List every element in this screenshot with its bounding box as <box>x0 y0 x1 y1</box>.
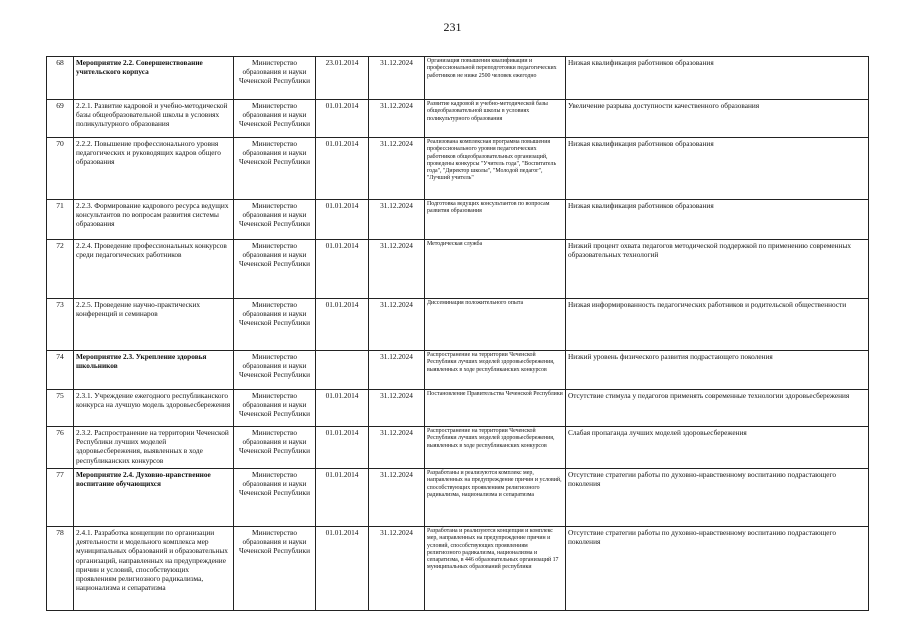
expected-result: Подготовка ведущих консультантов по вопросам развития образования <box>425 200 566 240</box>
executor: Министерство образования и науки Чеченской Республики <box>234 427 316 469</box>
risk-consequence: Отсутствие стратегии работы по духовно-нравственному воспитанию подрастающего поколения <box>566 527 869 611</box>
end-date: 31.12.2024 <box>369 299 425 351</box>
event-name: Мероприятие 2.4. Духовно-нравственное воспитание обучающихся <box>74 469 234 527</box>
executor: Министерство образования и науки Чеченской Республики <box>234 100 316 138</box>
start-date: 23.01.2014 <box>316 57 369 100</box>
expected-result: Организация повышения квалификации и профессиональной переподготовки педагогических работников не ниже 2500 человек ежегодно <box>425 57 566 100</box>
expected-result: Методическая служба <box>425 240 566 299</box>
row-number: 70 <box>47 138 74 200</box>
start-date: 01.01.2014 <box>316 240 369 299</box>
expected-result: Разработаны и реализуются комплекс мер, направленных на предупреждение причин и условий, способствующих проявлениям религиозного радикализма, национализма и сепаратизма <box>425 469 566 527</box>
executor: Министерство образования и науки Чеченской Республики <box>234 390 316 427</box>
executor: Министерство образования и науки Чеченской Республики <box>234 469 316 527</box>
risk-consequence: Низкий уровень физического развития подрастающего поколения <box>566 351 869 390</box>
event-name: Мероприятие 2.3. Укрепление здоровья школьников <box>74 351 234 390</box>
start-date: 01.01.2014 <box>316 100 369 138</box>
table-row <box>47 138 869 200</box>
table-row <box>47 390 869 427</box>
page-number: 231 <box>443 20 462 34</box>
row-number: 69 <box>47 100 74 138</box>
end-date: 31.12.2024 <box>369 527 425 611</box>
table-row <box>47 427 869 469</box>
end-date: 31.12.2024 <box>369 57 425 100</box>
risk-consequence: Слабая пропаганда лучших моделей здоровьесбережения <box>566 427 869 469</box>
table-row <box>47 351 869 390</box>
event-name: Мероприятие 2.2. Совершенствование учительского корпуса <box>74 57 234 100</box>
expected-result: Разработана и реализуются концепция и комплекс мер, направленных на предупреждение причин и условий, способствующих проявлениям религиозного радикализма, национализма и сепаратизма, в 446 образовательных организаций 17 муниципальных образований республики <box>425 527 566 611</box>
activities-table <box>46 56 869 611</box>
expected-result: Развитие кадровой и учебно-методической базы общеобразовательной школы в условиях поликультурного образования <box>425 100 566 138</box>
start-date: 01.01.2014 <box>316 469 369 527</box>
row-number: 78 <box>47 527 74 611</box>
table-row <box>47 200 869 240</box>
end-date: 31.12.2024 <box>369 138 425 200</box>
row-number: 68 <box>47 57 74 100</box>
executor: Министерство образования и науки Чеченской Республики <box>234 299 316 351</box>
end-date: 31.12.2024 <box>369 240 425 299</box>
executor: Министерство образования и науки Чеченской Республики <box>234 527 316 611</box>
row-number: 75 <box>47 390 74 427</box>
end-date: 31.12.2024 <box>369 390 425 427</box>
risk-consequence: Отсутствие стимула у педагогов применять современные технологии здоровьесбережения <box>566 390 869 427</box>
end-date: 31.12.2024 <box>369 100 425 138</box>
start-date: 01.01.2014 <box>316 390 369 427</box>
expected-result: Реализована комплексная программа повышения профессионального уровня педагогических работников общеобразовательных организаций, проведены конкурсы "Учитель года", "Воспитатель года", "Директор школы", "Молодой педагог", "Лучший учитель" <box>425 138 566 200</box>
event-name: 2.2.2. Повышение профессионального уровня педагогических и руководящих кадров общего образования <box>74 138 234 200</box>
table-row <box>47 240 869 299</box>
event-name: 2.3.1. Учреждение ежегодного республиканского конкурса на лучшую модель здоровьесбережения <box>74 390 234 427</box>
expected-result: Постановление Правительства Чеченской Республики <box>425 390 566 427</box>
table-row <box>47 100 869 138</box>
row-number: 73 <box>47 299 74 351</box>
end-date: 31.12.2024 <box>369 200 425 240</box>
expected-result: Распространение на территории Чеченской Республики лучших моделей здоровьесбережения, выявленных в ходе республиканских конкурсов <box>425 351 566 390</box>
table-row <box>47 57 869 100</box>
row-number: 76 <box>47 427 74 469</box>
start-date: 01.01.2014 <box>316 527 369 611</box>
event-name: 2.2.5. Проведение научно-практических конференций и семинаров <box>74 299 234 351</box>
executor: Министерство образования и науки Чеченской Республики <box>234 351 316 390</box>
start-date: 01.01.2014 <box>316 138 369 200</box>
expected-result: Диссеминация положительного опыта <box>425 299 566 351</box>
row-number: 77 <box>47 469 74 527</box>
start-date: 01.01.2014 <box>316 427 369 469</box>
risk-consequence: Низкая квалификация работников образования <box>566 57 869 100</box>
start-date <box>316 351 369 390</box>
start-date: 01.01.2014 <box>316 299 369 351</box>
risk-consequence: Низкая информированность педагогических работников и родительской общественности <box>566 299 869 351</box>
table-body <box>47 57 869 611</box>
row-number: 71 <box>47 200 74 240</box>
event-name: 2.3.2. Распространение на территории Чеченской Республики лучших моделей здоровьесбережения, выявленных в ходе республиканских конкурсов <box>74 427 234 469</box>
executor: Министерство образования и науки Чеченской Республики <box>234 200 316 240</box>
table-row <box>47 469 869 527</box>
start-date: 01.01.2014 <box>316 200 369 240</box>
row-number: 72 <box>47 240 74 299</box>
row-number: 74 <box>47 351 74 390</box>
risk-consequence: Увеличение разрыва доступности качественного образования <box>566 100 869 138</box>
executor: Министерство образования и науки Чеченской Республики <box>234 138 316 200</box>
executor: Министерство образования и науки Чеченской Республики <box>234 57 316 100</box>
risk-consequence: Низкая квалификация работников образования <box>566 200 869 240</box>
risk-consequence: Низкий процент охвата педагогов методической поддержкой по применению современных образовательных технологий <box>566 240 869 299</box>
table-row <box>47 527 869 611</box>
end-date: 31.12.2024 <box>369 469 425 527</box>
event-name: 2.4.1. Разработка концепции по организации деятельности и модельного комплекса мер муниципальных образований и образовательных организаций, направленных на предупреждение причин и условий, способствующих проявлениям религиозного радикализма, национализма и сепаратизма <box>74 527 234 611</box>
event-name: 2.2.1. Развитие кадровой и учебно-методической базы общеобразовательной школы в условиях поликультурного образования <box>74 100 234 138</box>
risk-consequence: Низкая квалификация работников образования <box>566 138 869 200</box>
executor: Министерство образования и науки Чеченской Республики <box>234 240 316 299</box>
event-name: 2.2.3. Формирование кадрового ресурса ведущих консультантов по вопросам развития системы образования <box>74 200 234 240</box>
end-date: 31.12.2024 <box>369 351 425 390</box>
expected-result: Распространение на территории Чеченской Республики лучших моделей здоровьесбережения, выявленных в ходе республиканских конкурсов <box>425 427 566 469</box>
end-date: 31.12.2024 <box>369 427 425 469</box>
risk-consequence: Отсутствие стратегии работы по духовно-нравственному воспитанию подрастающего поколения <box>566 469 869 527</box>
event-name: 2.2.4. Проведение профессиональных конкурсов среди педагогических работников <box>74 240 234 299</box>
table-row <box>47 299 869 351</box>
